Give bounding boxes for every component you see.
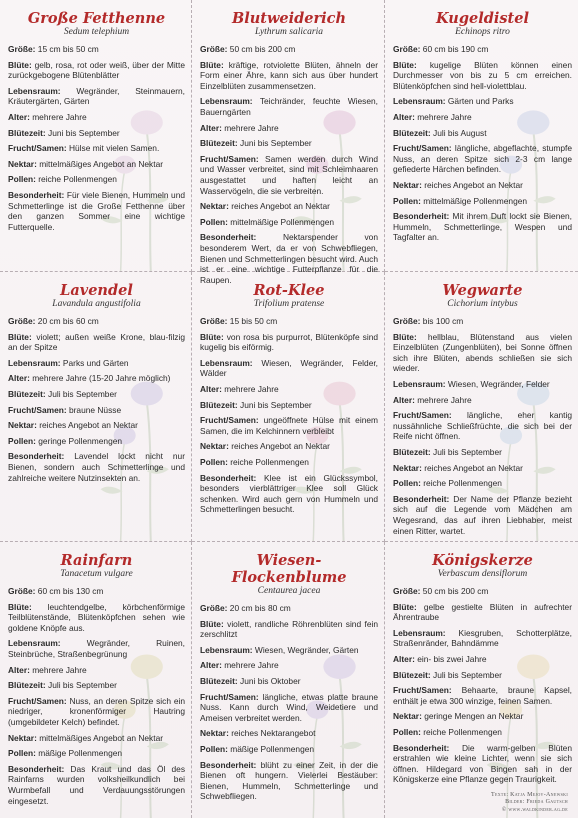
plant-field (200, 44, 378, 55)
field-value: Juli bis September (433, 669, 502, 680)
field-value: mittelmäßiges Angebot an Nektar (39, 732, 164, 743)
field-value: geringe Mengen an Nektar (424, 711, 524, 722)
field-label: Pollen: (200, 456, 228, 467)
field-value: blüht zu einer Zeit, in der die Bienen oft hungern. Vielerlei Bestäuber: Bienen, Hummeln, Schmetterlinge und Schwebfliegen. (200, 759, 378, 802)
field-label: Größe: (200, 603, 228, 613)
field-value: mehrere Jahre (417, 111, 472, 122)
field-value: Nektarspender von besonderem Wert, da er von Schwebfliegen, Bienen und Schmetterlingen besucht wird. Auch ist er eine wichtige Futterpflanze für die Raupen. (200, 232, 378, 285)
plant-field (200, 457, 378, 468)
plant-name: Rot-Klee (253, 282, 325, 299)
field-label: Nektar: (200, 728, 229, 739)
plant-latin-name: Echinops ritro (455, 27, 510, 37)
field-label: Größe: (393, 316, 421, 326)
field-label: Blütezeit: (8, 388, 46, 399)
field-label: Blüte: (393, 331, 417, 342)
plant-field (200, 316, 378, 327)
field-value: hellblau, Blütenstand aus vielen Einzelblüten (Zungenblüten), bei Sonne öffnen sich ihre Blüten, abends schließen sie sich wieder. (393, 331, 572, 374)
field-value: reiches Angebot an Nektar (424, 462, 523, 473)
field-label: Frucht/Samen: (393, 143, 452, 154)
field-value: Samen werden durch Wind und Wasser verbreitet, sind mit Schleimhaaren ausgestattet und haften leicht an Wasservögeln, die sie verbreiten. (200, 153, 379, 196)
field-value: Juni bis September (240, 399, 312, 410)
field-label: Besonderheit: (393, 493, 450, 504)
plant-field (393, 654, 572, 665)
field-value: Teichränder, feuchte Wiesen, Bauerngärten (200, 96, 378, 117)
field-value: reiches Angebot an Nektar (424, 179, 523, 190)
field-label: Alter: (8, 373, 30, 384)
plant-field (393, 670, 572, 681)
field-value: Der Name der Pflanze bezieht sich auf die Legende vom Mädchen am Wegesrand, das auf ihren Liebhaber, meist einen Ritter, wartet. (393, 493, 573, 536)
field-label: Lebensraum: (200, 357, 253, 368)
field-value: ein- bis zwei Jahre (417, 653, 487, 664)
field-label: Frucht/Samen: (200, 691, 259, 702)
field-label: Blütezeit: (200, 138, 238, 149)
field-value: 20 cm bis 60 cm (37, 316, 99, 326)
field-value: 15 cm bis 50 cm (37, 44, 99, 54)
plant-field (8, 159, 185, 170)
field-label: Besonderheit: (8, 189, 65, 200)
field-value: 50 cm bis 200 cm (229, 44, 296, 54)
field-label: Pollen: (200, 743, 228, 754)
plant-field (393, 128, 572, 139)
field-label: Frucht/Samen: (393, 685, 452, 696)
plant-field (8, 112, 185, 123)
field-label: Besonderheit: (200, 232, 257, 243)
field-value: gelb, rosa, rot oder weiß, über der Mitte zurückgebogene Blütenblätter (8, 59, 185, 81)
field-label: Lebensraum: (8, 638, 61, 649)
plant-field (200, 619, 378, 640)
field-value: Juli bis September (48, 680, 117, 691)
plant-card (385, 0, 578, 272)
plant-field (8, 451, 185, 483)
field-label: Größe: (8, 316, 36, 326)
plant-field (393, 180, 572, 191)
plant-field (393, 211, 572, 243)
plant-field (200, 744, 378, 755)
field-value: ungeöffnete Hülse mit einem Samen, die im Kelchinnern verbleibt (200, 415, 378, 436)
plant-field (8, 143, 185, 154)
field-value: geringe Pollenmengen (38, 435, 123, 446)
field-value: Hülse mit vielen Samen. (68, 143, 160, 154)
field-value: braune Nüsse (68, 404, 122, 415)
plant-field (8, 60, 185, 81)
field-label: Nektar: (8, 420, 37, 431)
field-label: Blütezeit: (8, 680, 46, 691)
field-value: violett; außen weiße Krone, blau-filzig an der Spitze (8, 331, 186, 353)
field-value: Für viele Bienen, Hummeln und Schmetterlinge ist die Große Fetthenne über den ganzen Sommer eine wichtige Futterquelle. (8, 189, 186, 232)
plant-latin-name: Lavandula angustifolia (52, 299, 141, 309)
field-value: Lavendel lockt nicht nur Bienen, sondern auch Schmetterlinge und zahlreiche weitere Nutzinsekten an. (8, 451, 185, 483)
plant-name: Wiesen-Flockenblume (231, 552, 347, 586)
field-value: 60 cm bis 190 cm (422, 44, 489, 54)
plant-field (8, 680, 185, 691)
field-label: Lebensraum: (200, 96, 253, 107)
field-label: Größe: (393, 586, 421, 596)
field-label: Blüte: (393, 601, 417, 612)
plant-field (393, 44, 572, 55)
field-label: Frucht/Samen: (200, 153, 259, 164)
credits (491, 792, 568, 815)
plant-name: Königskerze (432, 552, 533, 569)
field-value: Wiesen, Wegränder, Gärten (254, 644, 359, 655)
field-value: mittelmäßige Pollenmengen (230, 216, 335, 227)
credits-text: Texte: Katja Mejov-Anewski (490, 791, 568, 798)
plant-field (393, 379, 572, 390)
plant-field (393, 112, 572, 123)
field-label: Pollen: (393, 195, 421, 206)
plant-field (8, 602, 185, 634)
plant-field (393, 743, 572, 785)
plant-card (192, 0, 385, 285)
plant-field (393, 727, 572, 738)
plant-name: Lavendel (60, 282, 133, 299)
field-label: Besonderheit: (393, 742, 450, 753)
field-value: längliche, etwas platte braune Nuss. Kann durch Wind, Weidetiere und Ameisen verbreitet werden. (200, 691, 379, 723)
field-label: Größe: (200, 44, 228, 54)
plant-field (8, 696, 185, 728)
plant-field (393, 196, 572, 207)
plant-field (393, 494, 572, 536)
field-label: Pollen: (8, 435, 36, 446)
plant-field (200, 138, 378, 149)
field-label: Besonderheit: (200, 759, 257, 770)
plant-field (393, 96, 572, 107)
plant-field (8, 316, 185, 327)
plant-field (200, 473, 378, 515)
plant-latin-name: Verbascum densiflorum (437, 569, 528, 579)
field-value: Mit ihrem Duft lockt sie Bienen, Hummeln, Schmetterlinge, Wespen und Tagfalter an. (393, 211, 573, 243)
field-label: Pollen: (393, 478, 421, 489)
plant-field (200, 441, 378, 452)
field-value: 15 bis 50 cm (229, 316, 278, 326)
field-value: Wiesen, Wegränder, Felder (447, 378, 550, 389)
field-value: längliche, abgeflachte, stumpfe Nuss, an deren Spitze sich 2-3 cm lange gefiederte Härchen befinden. (393, 143, 572, 175)
plant-latin-name: Cichorium intybus (447, 299, 518, 309)
field-label: Nektar: (393, 462, 422, 473)
plant-latin-name: Tanacetum vulgare (60, 569, 133, 579)
field-value: reiches Angebot an Nektar (39, 420, 138, 431)
field-label: Frucht/Samen: (8, 695, 67, 706)
field-value: Behaarte, braune Kapsel, enthält je etwa 300 winzige, feinen Samen. (393, 685, 573, 706)
field-value: reiche Pollenmengen (38, 174, 117, 185)
plant-field (8, 389, 185, 400)
plant-field (200, 603, 378, 614)
field-value: Juli bis September (48, 388, 117, 399)
field-label: Frucht/Samen: (200, 415, 259, 426)
field-label: Alter: (393, 111, 415, 122)
field-value: 50 cm bis 200 cm (422, 586, 489, 596)
plant-field (8, 436, 185, 447)
plant-field (200, 358, 378, 379)
plant-card (192, 542, 385, 818)
field-label: Besonderheit: (393, 211, 450, 222)
plant-latin-name: Sedum telephium (63, 27, 130, 37)
plant-field (393, 685, 572, 706)
field-label: Blütezeit: (393, 446, 431, 457)
plant-field (393, 711, 572, 722)
plant-field (8, 748, 185, 759)
field-label: Größe: (200, 316, 228, 326)
field-label: Frucht/Samen: (393, 410, 452, 421)
field-label: Blütezeit: (393, 127, 431, 138)
field-value: reiche Pollenmengen (230, 456, 309, 467)
plant-field (8, 638, 185, 659)
field-label: Größe: (393, 44, 421, 54)
field-value: reiche Pollenmengen (423, 726, 502, 737)
field-value: bis 100 cm (422, 316, 464, 326)
plant-name: Rainfarn (60, 552, 133, 569)
field-label: Blüte: (200, 59, 224, 70)
plant-card (385, 272, 578, 542)
field-value: Nuss, an deren Spitze sich ein niedriger, kronenförmiger Hautring (umgebildeter Kelch) befindet. (8, 695, 185, 727)
field-value: mehrere Jahre (417, 394, 472, 405)
plant-field (200, 400, 378, 411)
plant-field (8, 733, 185, 744)
field-value: Juli bis August (433, 127, 487, 138)
field-label: Nektar: (200, 441, 229, 452)
field-label: Alter: (8, 664, 30, 675)
field-label: Blüte: (393, 59, 417, 70)
plant-field (200, 60, 378, 92)
plant-name: Kugeldistel (436, 10, 529, 27)
plant-field (200, 760, 378, 802)
field-label: Lebensraum: (393, 378, 446, 389)
field-label: Besonderheit: (8, 451, 65, 462)
field-label: Blütezeit: (393, 669, 431, 680)
plant-field (8, 405, 185, 416)
field-value: mäßige Pollenmengen (230, 743, 315, 754)
plant-field (200, 692, 378, 724)
field-label: Lebensraum: (393, 627, 446, 638)
field-label: Blütezeit: (8, 127, 46, 138)
plant-latin-name: Trifolium pratense (253, 299, 325, 309)
field-label: Nektar: (393, 179, 422, 190)
plant-field (393, 447, 572, 458)
plant-field (8, 86, 185, 107)
credits-images: Bilder: Frieda Gautsch (505, 799, 568, 805)
flower-illustration-icon (192, 0, 384, 271)
field-value: mehrere Jahre (32, 664, 87, 675)
field-value: mehrere Jahre (224, 660, 279, 671)
field-value: Kiesgruben, Schotterplätze, Straßenränder, Bahndämme (393, 627, 572, 649)
plant-field (200, 645, 378, 656)
plant-card (385, 542, 578, 818)
field-value: Die warm-gelben Blüten erstrahlen wie kleine Lichter, wenn sie sich öffnen. Hildegard von Bingen sah in der Königskerze eine Pflanze gegen Traurigkeit. (393, 742, 572, 785)
field-label: Alter: (200, 122, 222, 133)
plant-field (200, 384, 378, 395)
plant-field (8, 373, 185, 384)
field-label: Lebensraum: (8, 357, 61, 368)
plant-name: Große Fetthenne (27, 10, 166, 27)
field-value: längliche, eher kantig nussähnliche Schließfrüchte, die sich bei der Reife nicht öffnen. (393, 410, 573, 442)
field-value: Wegränder, Ruinen, Steinbrüche, Straßenbegrünung (8, 638, 185, 659)
plant-field (200, 676, 378, 687)
field-label: Lebensraum: (393, 96, 446, 107)
field-value: reiches Nektarangebot (231, 728, 316, 739)
plant-field (8, 420, 185, 431)
plant-field (8, 174, 185, 185)
field-label: Nektar: (200, 201, 229, 212)
field-label: Alter: (200, 660, 222, 671)
field-value: gelbe gestielte Blüten in aufrechter Ährentraube (393, 601, 573, 623)
plant-field (8, 586, 185, 597)
field-label: Pollen: (8, 748, 36, 759)
field-label: Blüte: (8, 601, 32, 612)
field-value: Klee ist ein Glückssymbol, besonders vierblättriger Klee soll Glück schenken. Wird auch gern von Hummeln und Schmetterlingen besucht. (200, 472, 378, 515)
field-label: Frucht/Samen: (8, 143, 67, 154)
field-value: mehrere Jahre (224, 383, 279, 394)
plant-field (200, 415, 378, 436)
field-value: mehrere Jahre (224, 122, 279, 133)
field-label: Alter: (393, 394, 415, 405)
field-label: Lebensraum: (8, 85, 61, 96)
field-label: Nektar: (393, 711, 422, 722)
field-label: Blüte: (8, 331, 32, 342)
field-label: Lebensraum: (200, 644, 253, 655)
plant-field (393, 602, 572, 623)
field-label: Frucht/Samen: (8, 404, 67, 415)
plant-card (192, 272, 385, 542)
field-label: Pollen: (200, 216, 228, 227)
field-label: Pollen: (393, 726, 421, 737)
credits-web: © www.waldkinder.ag.de (501, 806, 568, 813)
plant-field (393, 586, 572, 597)
field-label: Besonderheit: (200, 472, 257, 483)
field-value: mittelmäßiges Angebot an Nektar (39, 158, 164, 169)
plant-field (393, 463, 572, 474)
field-value: mittelmäßige Pollenmengen (423, 195, 528, 206)
field-label: Nektar: (8, 158, 37, 169)
field-value: reiches Angebot an Nektar (231, 441, 330, 452)
plant-field (393, 395, 572, 406)
field-value: 60 cm bis 130 cm (37, 586, 104, 596)
plant-field (200, 123, 378, 134)
plant-field (200, 728, 378, 739)
field-value: Juni bis Oktober (240, 675, 301, 686)
plant-field (393, 628, 572, 649)
field-value: violett, randliche Röhrenblüten sind fein zerschlitzt (200, 618, 379, 640)
plant-field (200, 154, 378, 196)
field-value: mehrere Jahre (15-20 Jahre möglich) (32, 373, 171, 384)
plant-field (8, 44, 185, 55)
plant-field (393, 410, 572, 442)
field-label: Alter: (200, 383, 222, 394)
field-value: leuchtendgelbe, körbchenförmige Teilblütenstände, Blütenköpfchen sehen wie goldene Knöpfe aus. (8, 601, 185, 633)
plant-field (393, 60, 572, 92)
field-value: Gärten und Parks (447, 96, 514, 107)
field-label: Blüte: (200, 331, 224, 342)
field-value: kugelige Blüten können einen Durchmesser von bis zu 5 cm erreichen. Blütenköpfchen sind hell-violettblau. (393, 59, 572, 91)
field-value: Juli bis September (433, 446, 502, 457)
field-value: Juni bis September (48, 127, 120, 138)
field-value: mehrere Jahre (32, 111, 87, 122)
plant-field (393, 143, 572, 175)
plant-field (200, 660, 378, 671)
field-value: Das Kraut und das Öl des Rainfarns wurden volksheilkundlich bei Wurmbefall und Verdauungsstörungen eingesetzt. (8, 763, 186, 806)
plant-card (0, 272, 192, 542)
field-value: Juni bis September (240, 138, 312, 149)
plant-field (393, 478, 572, 489)
field-value: Wegränder, Steinmauern, Kräutergärten, Gärten (8, 85, 186, 107)
plant-field (8, 190, 185, 232)
plant-latin-name: Lythrum salicaria (254, 27, 324, 37)
plant-field (393, 316, 572, 327)
field-value: reiches Angebot an Nektar (231, 201, 330, 212)
field-value: 20 cm bis 80 cm (229, 603, 291, 613)
field-label: Blüte: (8, 59, 32, 70)
field-value: von rosa bis purpurrot, Blütenköpfe sind kugelig bis eiförmig. (200, 331, 379, 353)
plant-field (8, 764, 185, 806)
field-value: Parks und Gärten (62, 357, 129, 368)
plant-field (200, 332, 378, 353)
plant-latin-name: Centaurea jacea (257, 586, 321, 596)
field-label: Größe: (8, 44, 36, 54)
field-label: Blüte: (200, 618, 224, 629)
field-label: Blütezeit: (200, 675, 238, 686)
plant-field (200, 217, 378, 228)
plant-name: Wegwarte (442, 282, 523, 299)
plant-field (8, 332, 185, 353)
field-label: Nektar: (8, 732, 37, 743)
field-label: Besonderheit: (8, 763, 65, 774)
field-value: kräftige, rotviolette Blüten, ähneln der Form einer Ähre, kann sich aus über hundert Einzelblüten zusammensetzen. (200, 59, 378, 91)
field-label: Größe: (8, 586, 36, 596)
plant-field (8, 665, 185, 676)
plant-field (200, 201, 378, 212)
plant-field (8, 128, 185, 139)
field-value: Wiesen, Wegränder, Felder, Wälder (200, 357, 379, 379)
field-value: mäßige Pollenmengen (38, 748, 123, 759)
field-label: Alter: (8, 111, 30, 122)
plant-name: Blutweiderich (231, 10, 347, 27)
field-value: reiche Pollenmengen (423, 478, 502, 489)
plant-card (0, 0, 192, 272)
field-label: Blütezeit: (200, 399, 238, 410)
plant-field (393, 332, 572, 374)
field-label: Pollen: (8, 174, 36, 185)
plant-field (200, 96, 378, 117)
plant-field (8, 358, 185, 369)
field-label: Alter: (393, 653, 415, 664)
plant-card (0, 542, 192, 818)
